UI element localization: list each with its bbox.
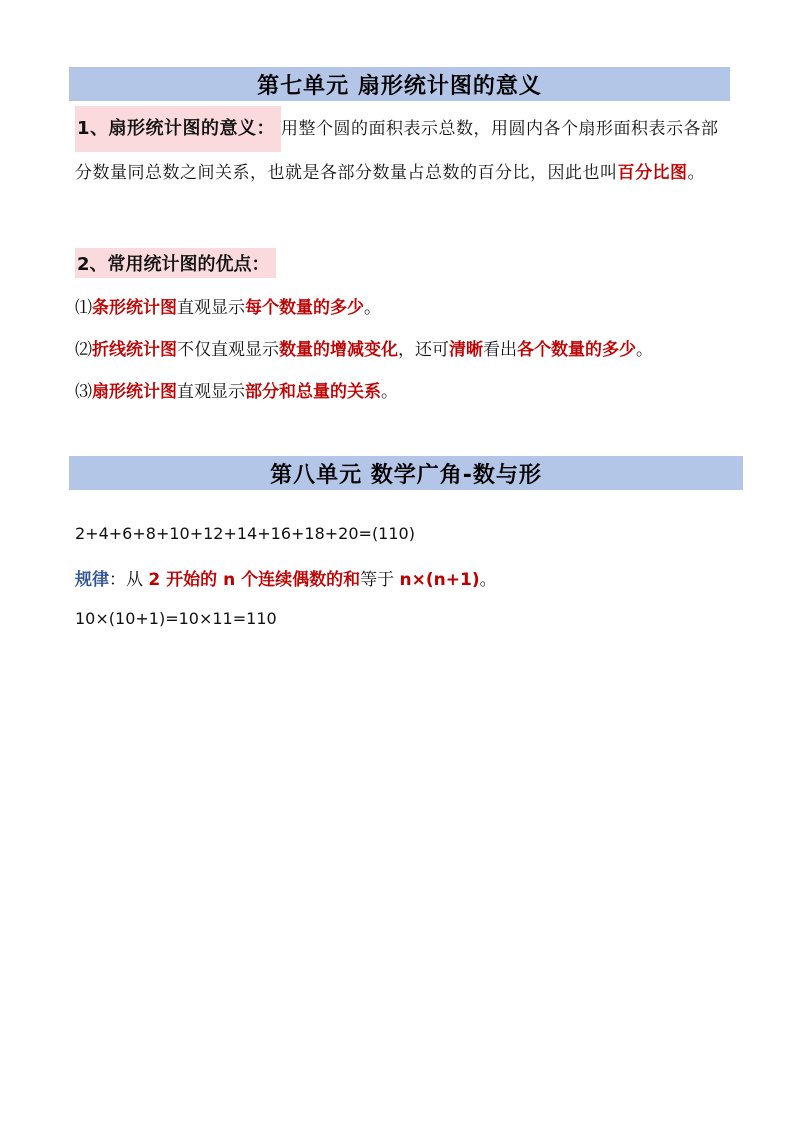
item-number: ⑵ (75, 340, 92, 360)
item-highlight: 每个数量的多少 (245, 298, 364, 318)
rule-n: n (223, 570, 236, 590)
item-highlight: 数量的增减变化 (279, 340, 398, 360)
advantage-item-1 (75, 293, 381, 318)
item-text: ，还可 (398, 340, 449, 360)
point2-heading: 2、常用统计图的优点： (75, 248, 276, 278)
rule-line (75, 565, 497, 590)
item-highlight: 清晰 (449, 340, 483, 360)
rule-label: 规律 (75, 570, 109, 590)
item-highlight: 各个数量的多少 (517, 340, 636, 360)
rule-text: 等于 (360, 570, 400, 590)
rule-text-highlight: 个连续偶数的和 (235, 570, 361, 590)
example-line (75, 609, 277, 628)
unit8-banner (69, 456, 743, 490)
advantage-item-2 (75, 335, 653, 360)
advantage-item-3 (75, 377, 398, 402)
point1-paragraph (75, 106, 725, 194)
chart-name: 扇形统计图 (92, 382, 177, 402)
rule-text-highlight: 开始的 (160, 570, 224, 590)
point2-heading-row (75, 248, 276, 278)
item-text: 不仅直观显示 (177, 340, 279, 360)
point1-text: 用整个圆的面积表示总数，用圆内各个扇形面积表示各部分数量同总数之间关系，也就是各部分数量占总数的百分比，因此也叫 (75, 119, 719, 183)
unit7-banner (69, 67, 730, 101)
point1-heading: 1、扇形统计图的意义： (75, 106, 281, 152)
unit8-title: 第八单元 数学广角-数与形 (270, 462, 542, 488)
item-end: 。 (381, 382, 398, 402)
rule-start: 2 (148, 570, 161, 590)
sum-equation (75, 524, 415, 543)
item-number: ⑶ (75, 382, 92, 402)
item-highlight: 部分和总量的关系 (245, 382, 381, 402)
equation-text: 2+4+6+8+10+12+14+16+18+20=(110) (75, 524, 415, 543)
example-text: 10×(10+1)=10×11=110 (75, 609, 277, 628)
item-number: ⑴ (75, 298, 92, 318)
rule-text: ：从 (109, 570, 149, 590)
point1-end: 。 (687, 163, 705, 183)
item-text: 直观显示 (177, 382, 245, 402)
item-text: 直观显示 (177, 298, 245, 318)
rule-formula: n×(n+1) (399, 570, 480, 590)
item-text: 看出 (483, 340, 517, 360)
item-end: 。 (364, 298, 381, 318)
unit7-title: 第七单元 扇形统计图的意义 (257, 73, 542, 99)
chart-name: 折线统计图 (92, 340, 177, 360)
item-end: 。 (636, 340, 653, 360)
chart-name: 条形统计图 (92, 298, 177, 318)
rule-end: 。 (479, 570, 497, 590)
point1-term: 百分比图 (617, 163, 688, 183)
